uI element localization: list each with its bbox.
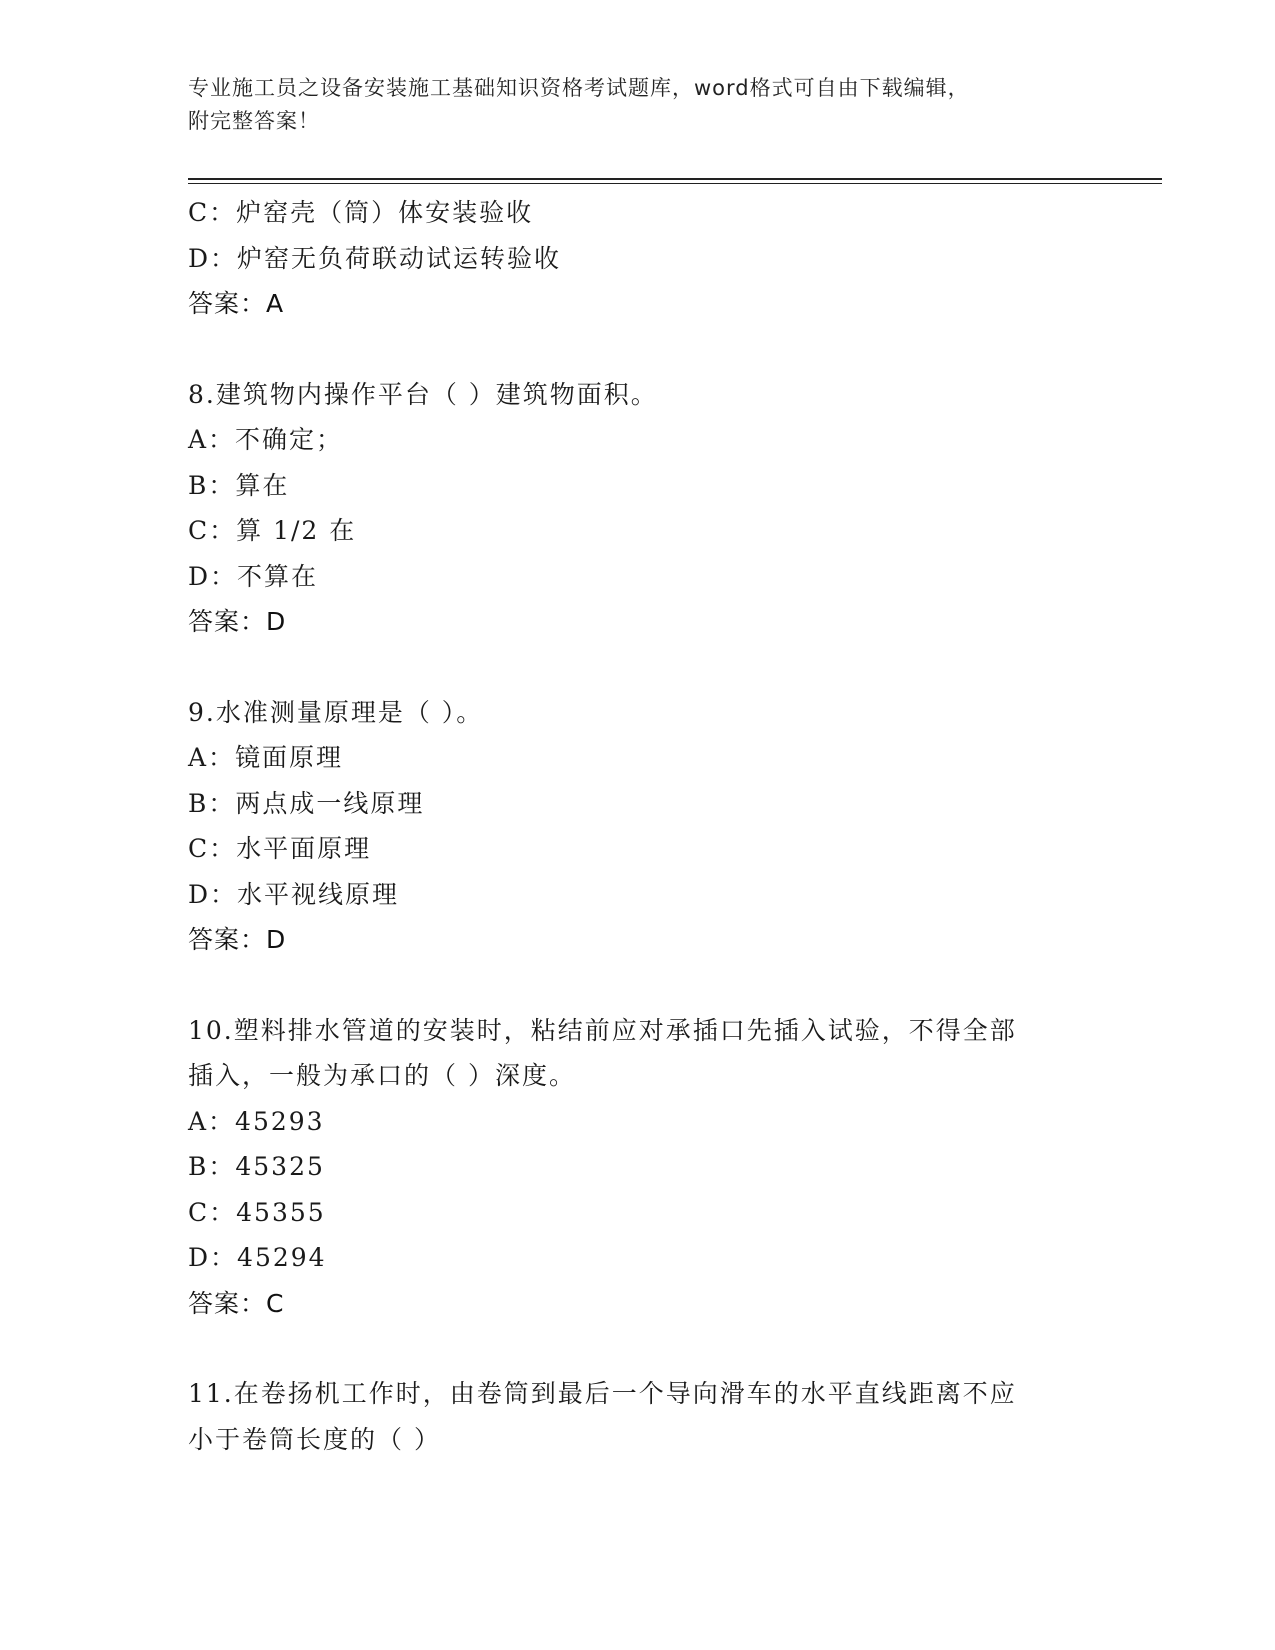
answer-line: 答案：C [188,1288,285,1318]
header-divider-thin [188,183,1162,184]
question-11 [188,1371,1088,1462]
question-9 [188,690,1088,963]
question-text-line-2: 小于卷筒长度的（ ） [188,1424,441,1454]
option-a: A：45293 [188,1106,325,1136]
option-c: C：水平面原理 [188,834,372,863]
question-7-continued [188,190,1088,327]
option-b: B：45325 [188,1152,325,1181]
option-a: A：镜面原理 [188,743,344,772]
answer-line: 答案：D [188,925,287,954]
question-list [188,190,1088,1462]
question-text: 9.水准测量原理是（ ）。 [188,697,484,727]
option-b: B：算在 [188,470,290,500]
option-d: D：炉窑无负荷联动试运转验收 [188,243,562,273]
question-text-line-2: 插入，一般为承口的（ ）深度。 [188,1061,576,1090]
header-line-1: 专业施工员之设备安装施工基础知识资格考试题库，word格式可自由下载编辑， [188,76,970,100]
option-d: D：45294 [188,1243,327,1272]
answer-line: 答案：A [188,289,285,318]
option-d: D：水平视线原理 [188,879,400,909]
option-c: C：45355 [188,1197,326,1227]
question-text-line-1: 11.在卷扬机工作时，由卷筒到最后一个导向滑车的水平直线距离不应 [188,1379,1017,1408]
question-text-line-1: 10.塑料排水管道的安装时，粘结前应对承插口先插入试验，不得全部 [188,1015,1017,1045]
document-header [188,72,1088,138]
question-8 [188,372,1088,645]
question-10 [188,1008,1088,1327]
option-b: B：两点成一线原理 [188,788,425,818]
question-text: 8.建筑物内操作平台（ ）建筑物面积。 [188,379,658,409]
option-c: C：算 1/2 在 [188,516,357,545]
header-line-2: 附完整答案！ [188,109,320,133]
answer-line: 答案：D [188,607,287,636]
option-a: A：不确定； [188,425,344,454]
header-divider-thick [188,178,1162,180]
option-d: D：不算在 [188,561,319,591]
option-c: C：炉窑壳（筒）体安装验收 [188,198,534,227]
